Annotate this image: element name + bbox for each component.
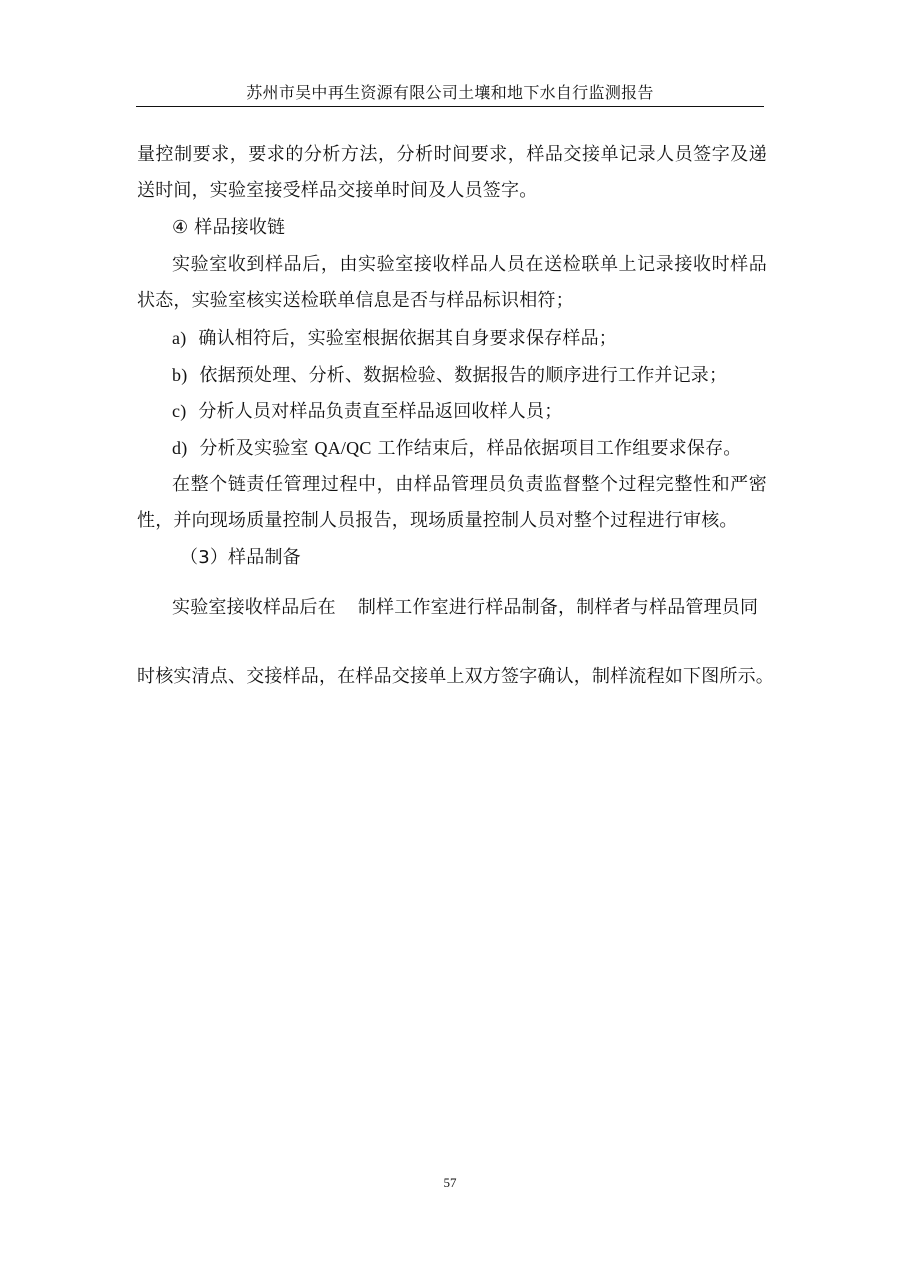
list-item-text: 确认相符后，实验室根据依据其自身要求保存样品；: [198, 328, 617, 349]
list-item: [172, 325, 767, 352]
report-header-title: 苏州市吴中再生资源有限公司土壤和地下水自行监测报告: [246, 83, 654, 102]
list-item-text: 依据预处理、分析、数据检验、数据报告的顺序进行工作并记录；: [199, 365, 728, 386]
list-item-marker: b): [172, 365, 188, 385]
paragraph-line: 在整个链责任管理过程中，由样品管理员负责监督整个过程完整性和严密: [172, 474, 767, 495]
list-item-marker: d): [172, 438, 188, 458]
paragraph-line: 量控制要求，要求的分析方法，分析时间要求，样品交接单记录人员签字及递: [137, 144, 767, 165]
list-item: [172, 435, 767, 462]
paragraph-line: 实验室收到样品后，由实验室接收样品人员在送检联单上记录接收时样品: [172, 254, 767, 275]
header-divider: [136, 106, 764, 107]
list-item-text: 工作结束后，样品依据项目工作组要求保存。: [377, 438, 742, 459]
section-heading-sample-receipt-chain: ④ 样品接收链: [172, 217, 286, 238]
paragraph-line: 送时间，实验室接受样品交接单时间及人员签字。: [137, 180, 538, 201]
list-item-text: 分析人员对样品负责直至样品返回收样人员；: [198, 401, 563, 422]
paragraph-text-part: 制样工作室进行样品制备，制样者与样品管理员同: [357, 597, 759, 618]
list-item: [172, 398, 767, 425]
list-item-marker: a): [172, 328, 187, 348]
paragraph-line: [172, 595, 767, 621]
paragraph-text-part: 实验室接收样品后在: [172, 597, 336, 618]
section-heading-sample-preparation: （3）样品制备: [180, 547, 301, 568]
paragraph-line: 时核实清点、交接样品，在样品交接单上双方签字确认，制样流程如下图所示。: [137, 666, 774, 687]
list-item-text: 分析及实验室: [199, 438, 309, 459]
list-item-marker: c): [172, 401, 187, 421]
list-item-qaqc: QA/QC: [314, 438, 372, 458]
paragraph-line: 状态，实验室核实送检联单信息是否与样品标识相符；: [137, 290, 574, 311]
paragraph-line: 性，并向现场质量控制人员报告，现场质量控制人员对整个过程进行审核。: [137, 510, 738, 531]
page-number: 57: [443, 1175, 457, 1190]
list-item: [172, 362, 767, 389]
